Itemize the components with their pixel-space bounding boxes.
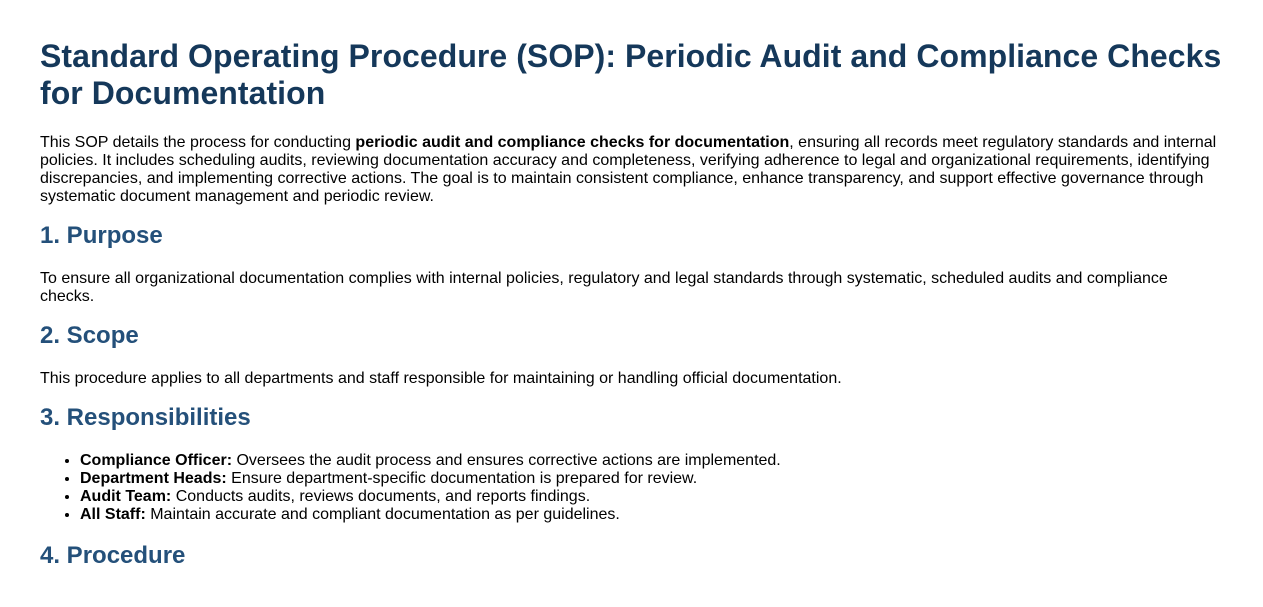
responsibilities-list: [40, 452, 1223, 524]
section-heading-purpose: 1. Purpose: [40, 222, 163, 249]
intro-text-bold: periodic audit and compliance checks for documentation: [355, 134, 790, 151]
section-heading-responsibilities: 3. Responsibilities: [40, 404, 251, 431]
responsibility-role: Audit Team:: [80, 488, 172, 505]
responsibility-item-all-staff: [80, 506, 1223, 524]
responsibility-item-compliance-officer: [80, 452, 1223, 470]
responsibility-role: All Staff:: [80, 506, 146, 523]
section-heading-procedure: 4. Procedure: [40, 542, 186, 569]
responsibility-description: Oversees the audit process and ensures corrective actions are implemented.: [232, 452, 781, 469]
section-heading-scope: 2. Scope: [40, 322, 139, 349]
responsibility-description: Ensure department-specific documentation is prepared for review.: [226, 470, 698, 487]
responsibility-description: Conducts audits, reviews documents, and reports findings.: [171, 488, 591, 505]
responsibility-item-department-heads: [80, 470, 1223, 488]
intro-paragraph: [40, 134, 1223, 206]
responsibility-role: Compliance Officer:: [80, 452, 233, 469]
purpose-text: To ensure all organizational documentation complies with internal policies, regulatory and legal standards through systematic, scheduled audits and compliance checks.: [40, 270, 1168, 305]
intro-text-before: This SOP details the process for conducting: [40, 134, 356, 151]
scope-text: This procedure applies to all departments and staff responsible for maintaining or handling official documentation.: [40, 370, 842, 387]
responsibility-item-audit-team: [80, 488, 1223, 506]
responsibility-role: Department Heads:: [80, 470, 227, 487]
page-title: Standard Operating Procedure (SOP): Periodic Audit and Compliance Checks for Documentation: [40, 38, 1222, 111]
intro-text-after: , ensuring all records meet regulatory standards and internal policies. It includes scheduling audits, reviewing documentation accuracy and completeness, verifying adherence to legal and organizational requirements, identifying discrepancies, and implementing corrective actions. The goal is to maintain consistent compliance, enhance transparency, and support effective governance through systematic document management and periodic review.: [40, 134, 1217, 205]
responsibility-description: Maintain accurate and compliant documentation as per guidelines.: [145, 506, 620, 523]
